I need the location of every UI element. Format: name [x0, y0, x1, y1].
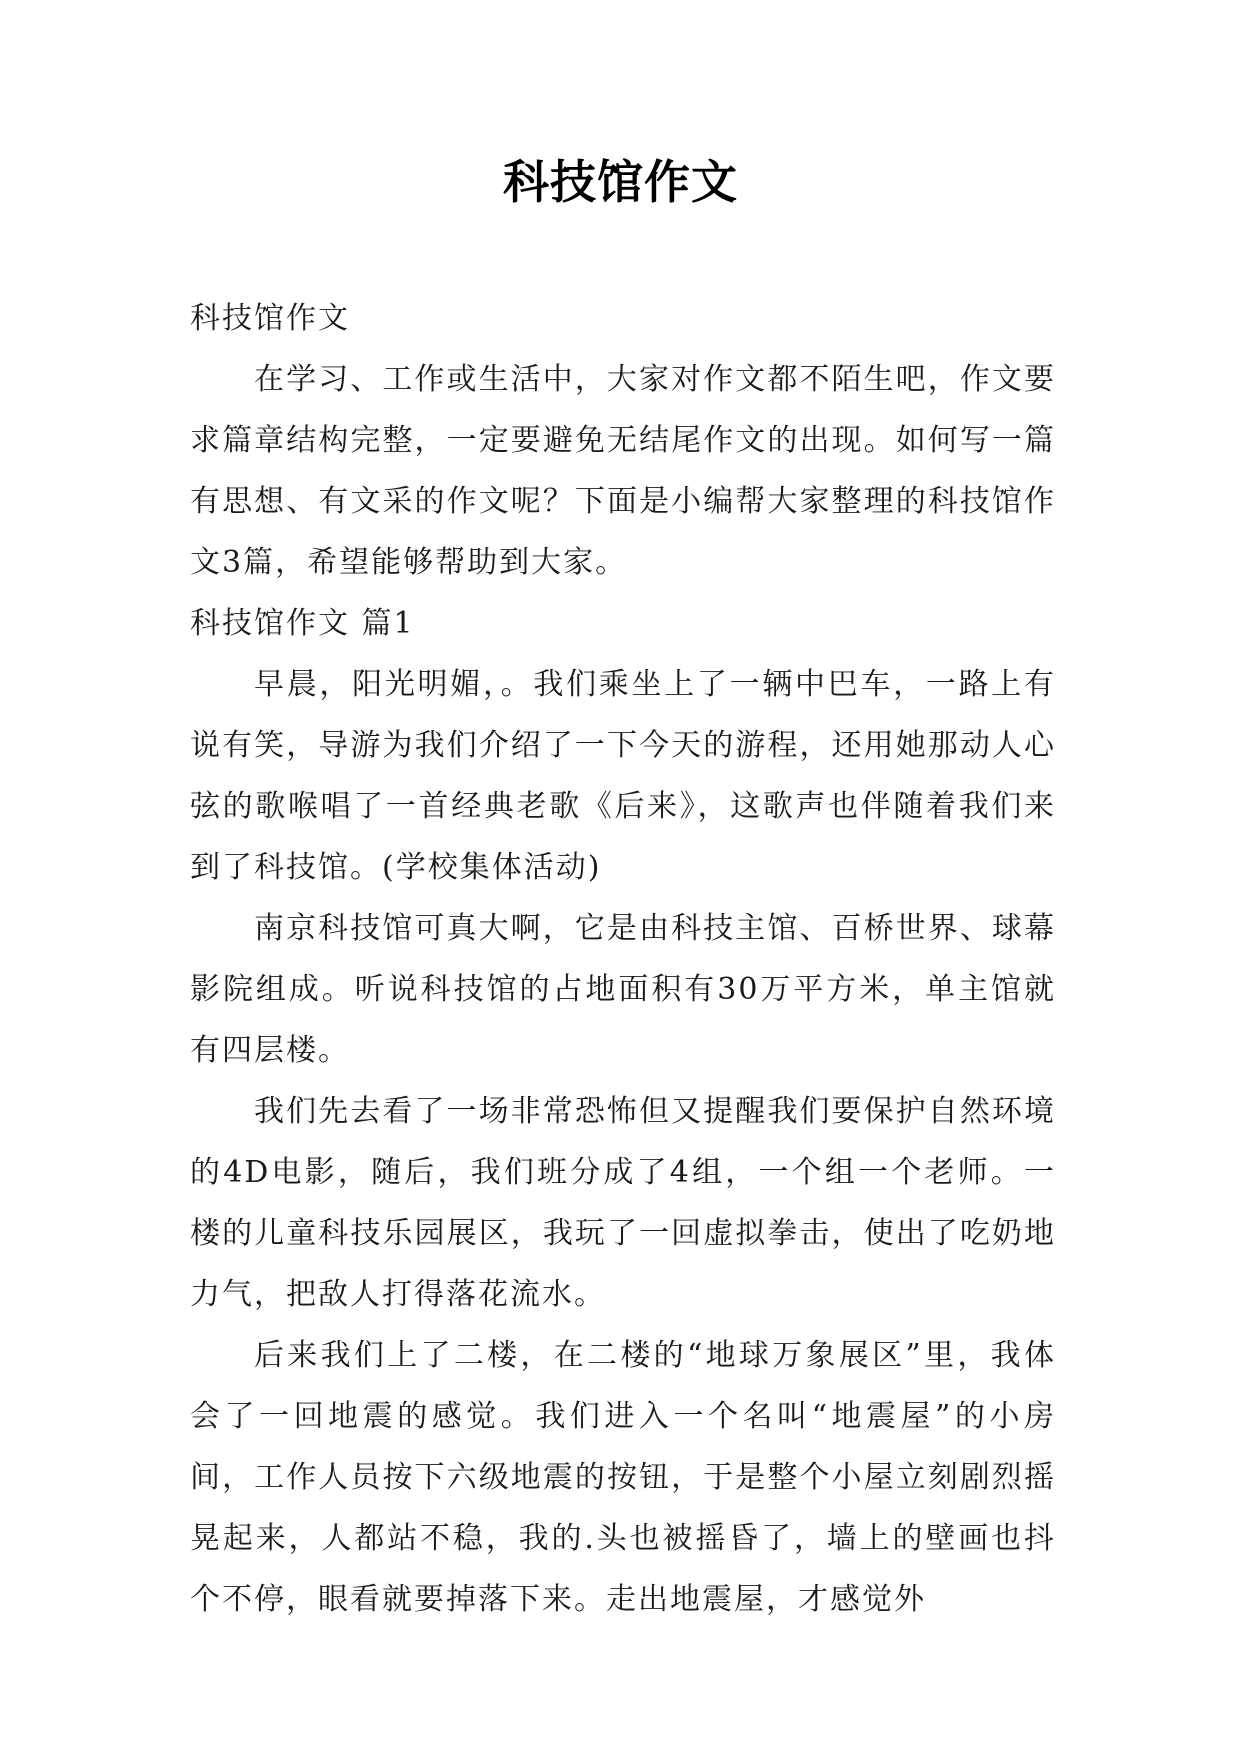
- document-body: [190, 288, 1056, 1630]
- body-paragraph: 早晨，阳光明媚，。我们乘坐上了一辆中巴车，一路上有说有笑，导游为我们介绍了一下今天的游程，还用她那动人心弦的歌喉唱了一首经典老歌《后来》，这歌声也伴随着我们来到了科技馆。(学校集体活动): [190, 667, 1056, 885]
- document-title: 科技馆作文: [503, 155, 738, 209]
- body-paragraph: 后来我们上了二楼，在二楼的“地球万象展区”里，我体会了一回地震的感觉。我们进入一个名叫“地震屋”的小房间，工作人员按下六级地震的按钮，于是整个小屋立刻剧烈摇晃起来，人都站不稳，我的.头也被摇昏了，墙上的壁画也抖个不停，眼看就要掉落下来。走出地震屋，才感觉外: [190, 1338, 1056, 1617]
- section-heading: 科技馆作文: [190, 301, 350, 336]
- body-paragraph: 我们先去看了一场非常恐怖但又提醒我们要保护自然环境的4D电影，随后，我们班分成了4组，一个组一个老师。一楼的儿童科技乐园展区，我玩了一回虚拟拳击，使出了吃奶地力气，把敌人打得落花流水。: [190, 1094, 1056, 1312]
- body-paragraph: 南京科技馆可真大啊，它是由科技主馆、百桥世界、球幕影院组成。听说科技馆的占地面积有30万平方米，单主馆就有四层楼。: [190, 911, 1056, 1068]
- essay-heading: 科技馆作文 篇1: [190, 606, 415, 641]
- intro-paragraph: 在学习、工作或生活中，大家对作文都不陌生吧，作文要求篇章结构完整，一定要避免无结尾作文的出现。如何写一篇有思想、有文采的作文呢？下面是小编帮大家整理的科技馆作文3篇，希望能够帮助到大家。: [190, 362, 1056, 580]
